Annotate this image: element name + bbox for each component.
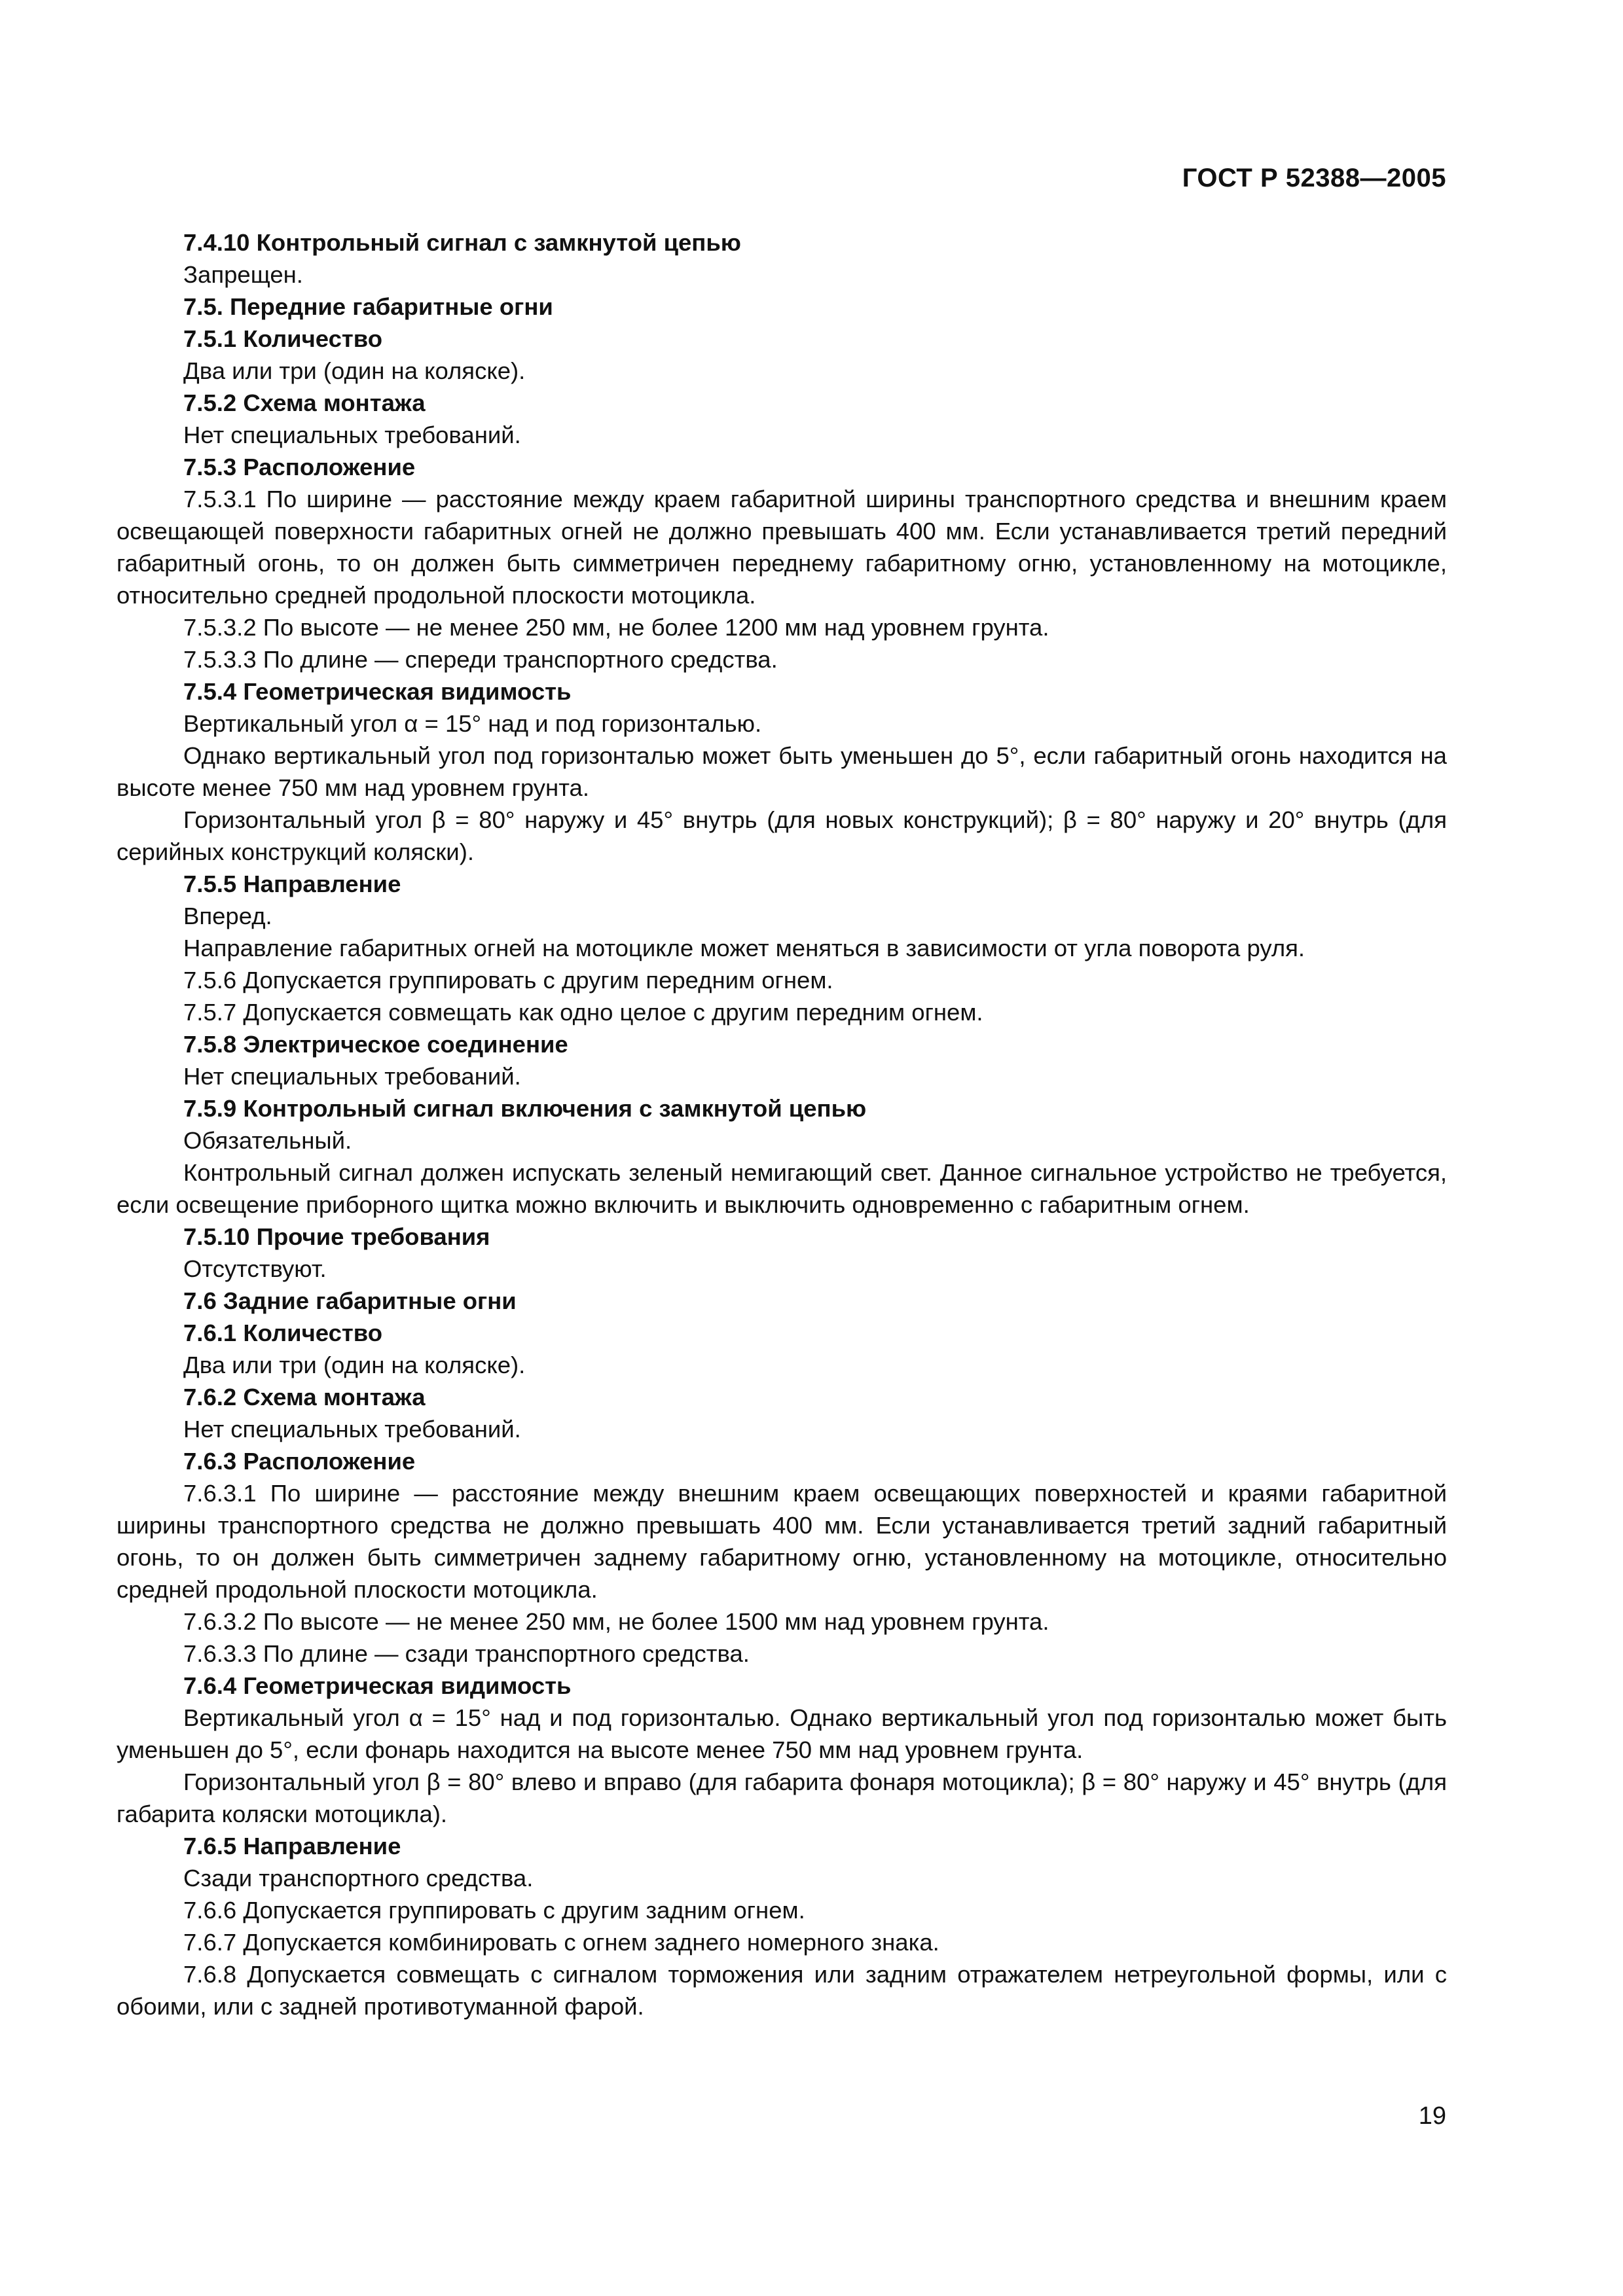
paragraph: Однако вертикальный угол под горизонталью может быть уменьшен до 5°, если габаритный огонь находится на высоте менее 750 мм над уровнем грунта. [117,742,1447,801]
text-line: 7.6.7 Допускается комбинировать с огнем заднего номерного знака. [183,1929,939,1956]
section-heading: 7.5.5 Направление [183,870,401,897]
text-line: Нет специальных требований. [183,422,521,448]
section-heading: 7.5.10 Прочие требования [183,1223,490,1250]
text-line: Нет специальных требований. [183,1416,521,1443]
text-line: 7.5.3.2 По высоте — не менее 250 мм, не более 1200 мм над уровнем грунта. [183,614,1049,641]
section-heading: 7.5.1 Количество [183,325,383,352]
text-line: Вперед. [183,903,272,929]
text-line: 7.5.6 Допускается группировать с другим передним огнем. [183,967,833,994]
text-line: Два или три (один на коляске). [183,1352,526,1378]
document-header-id: ГОСТ Р 52388—2005 [1182,164,1446,192]
paragraph: 7.6.8 Допускается совмещать с сигналом торможения или задним отражателем нетреугольной формы, или с обоими, или с задней противотуманной фарой. [117,1961,1447,2020]
text-line: Запрещен. [183,261,303,288]
text-line: 7.5.7 Допускается совмещать как одно целое с другим передним огнем. [183,999,983,1026]
section-heading: 7.6.1 Количество [183,1319,383,1346]
paragraph: 7.5.3.1 По ширине — расстояние между краем габаритной ширины транспортного средства и внешним краем освещающей поверхности габаритных огней не должно превышать 400 мм. Если устанавливается третий передний габаритный огонь, то он должен быть симметричен переднему габаритному огню, установленному на мотоцикле, относительно средней продольной плоскости мотоцикла. [117,486,1447,609]
text-line: 7.6.6 Допускается группировать с другим задним огнем. [183,1897,805,1924]
section-heading: 7.6 Задние габаритные огни [183,1287,517,1314]
text-line: Два или три (один на коляске). [183,357,526,384]
section-heading: 7.6.5 Направление [183,1833,401,1859]
text-line: 7.6.3.2 По высоте — не менее 250 мм, не более 1500 мм над уровнем грунта. [183,1608,1049,1635]
document-body [117,226,1447,2022]
section-heading: 7.5.3 Расположение [183,454,416,480]
section-heading: 7.5.8 Электрическое соединение [183,1031,568,1058]
paragraph: Горизонтальный угол β = 80° влево и вправо (для габарита фонаря мотоцикла); β = 80° наружу и 45° внутрь (для габарита коляски мотоцикла). [117,1768,1447,1827]
paragraph: 7.6.3.1 По ширине — расстояние между внешним краем освещающих поверхностей и краями габаритной ширины транспортного средства не должно превышать 400 мм. Если устанавливается третий задний габаритный огонь, то он должен быть симметричен заднему габаритному огню, установленному на мотоцикле, относительно средней продольной плоскости мотоцикла. [117,1480,1447,1603]
text-line: Вертикальный угол α = 15° над и под горизонталью. [183,710,762,737]
text-line: Отсутствуют. [183,1255,327,1282]
section-heading: 7.5. Передние габаритные огни [183,293,553,320]
section-heading: 7.6.3 Расположение [183,1448,416,1475]
page-number: 19 [1418,2102,1446,2130]
paragraph: Вертикальный угол α = 15° над и под горизонталью. Однако вертикальный угол под горизонталью может быть уменьшен до 5°, если фонарь находится на высоте менее 750 мм над уровнем грунта. [117,1704,1447,1763]
text-line: Направление габаритных огней на мотоцикле может меняться в зависимости от угла поворота руля. [183,935,1305,961]
paragraph: Горизонтальный угол β = 80° наружу и 45° внутрь (для новых конструкций); β = 80° наружу и 20° внутрь (для серийных конструкций коляски). [117,806,1447,865]
text-line: 7.6.3.3 По длине — сзади транспортного средства. [183,1640,750,1667]
section-heading: 7.4.10 Контрольный сигнал с замкнутой цепью [183,229,741,256]
paragraph: Контрольный сигнал должен испускать зеленый немигающий свет. Данное сигнальное устройство не требуется, если освещение приборного щитка можно включить и выключить одновременно с габаритным огнем. [117,1159,1447,1218]
text-line: Обязательный. [183,1127,352,1154]
text-line: Нет специальных требований. [183,1063,521,1090]
section-heading: 7.5.9 Контрольный сигнал включения с замкнутой цепью [183,1095,867,1122]
section-heading: 7.6.4 Геометрическая видимость [183,1672,572,1699]
section-heading: 7.5.4 Геометрическая видимость [183,678,572,705]
section-heading: 7.5.2 Схема монтажа [183,389,426,416]
text-line: Сзади транспортного средства. [183,1865,534,1892]
text-line: 7.5.3.3 По длине — спереди транспортного средства. [183,646,778,673]
section-heading: 7.6.2 Схема монтажа [183,1384,426,1410]
